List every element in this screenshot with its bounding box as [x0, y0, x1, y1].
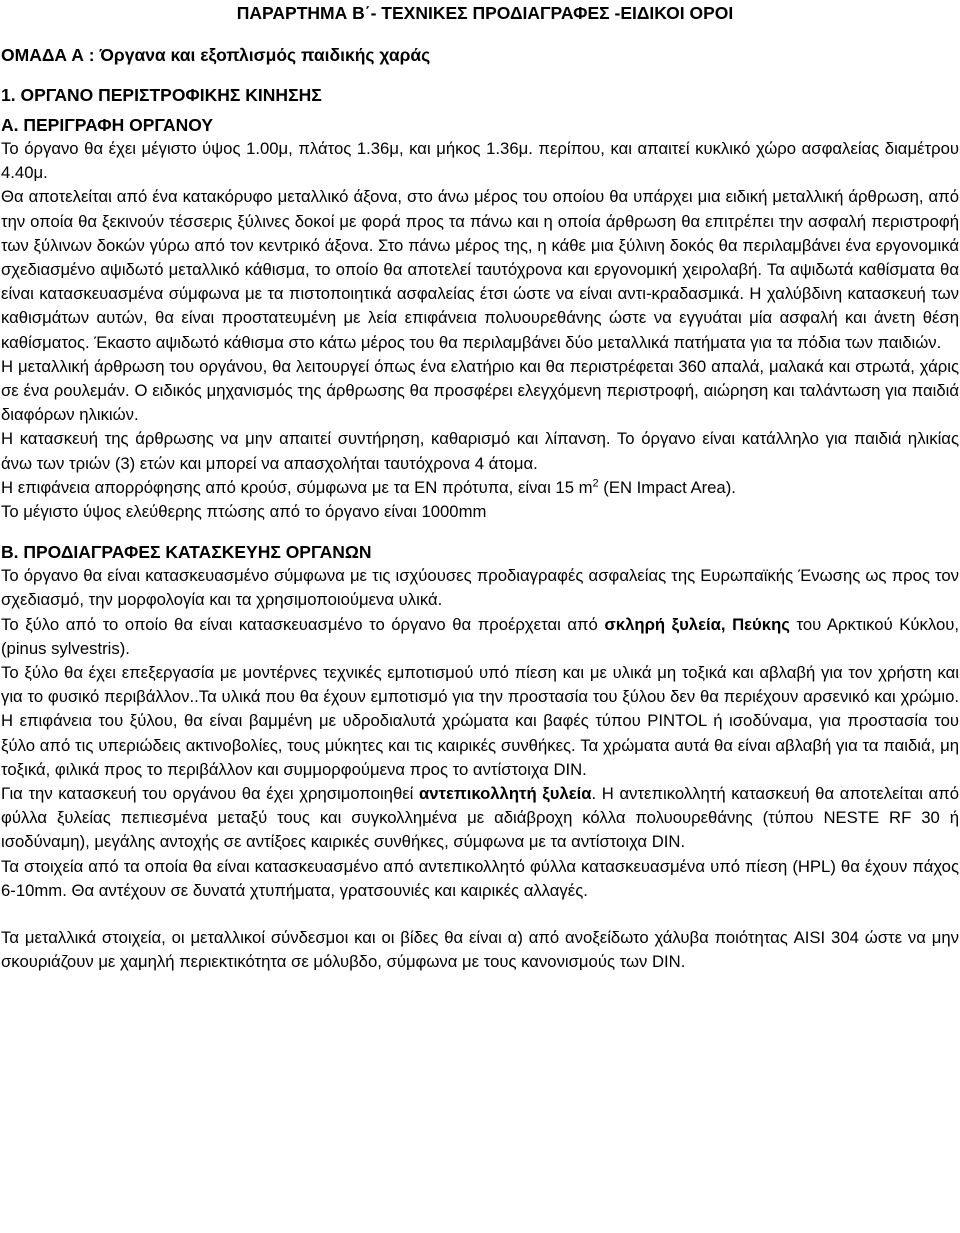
item-heading: 1. ΟΡΓΑΝΟ ΠΕΡΙΣΤΡΟΦΙΚΗΣ ΚΙΝΗΣΗΣ	[1, 85, 322, 105]
impact-area-superscript: 2	[592, 477, 599, 490]
blank-line	[1, 903, 959, 926]
plywood-paragraph	[1, 782, 959, 855]
section-a-paragraph: Η μεταλλική άρθρωση του οργάνου, θα λειτουργεί όπως ένα ελατήριο και θα περιστρέφεται 360 απαλά, μαλακά και στρωτά, χάρις σε ένα ρουλεμάν. Ο ειδικός μηχανισμός της άρθρωσης θα προσφέρει ελεγχόμενη περιστροφή, αιώρηση και ταλάντωση για παιδιά διαφόρων ηλικιών.	[1, 356, 959, 425]
wood-source-paragraph	[1, 613, 959, 661]
section-b-heading: Β. ΠΡΟΔΙΑΓΡΑΦΕΣ ΚΑΤΑΣΚΕΥΗΣ ΟΡΓΑΝΩΝ	[1, 542, 372, 563]
plywood-text: Για την κατασκευή του οργάνου θα έχει χρησιμοποιηθεί	[1, 784, 420, 804]
section-b-paragraph: Το ξύλο θα έχει επεξεργασία με μοντέρνες τεχνικές εμποτισμού υπό πίεση και με υλικά μη τοξικά και αβλαβή για τον χρήστη και για το φυσικό περιβάλλον..Τα υλικά που θα έχουν εμποτισμό για την προστασία του ξύλου δεν θα περιέχουν αρσενικό και χρώμιο. Η επιφάνεια του ξύλου, θα είναι βαμμένη με υδροδιαλυτά χρώματα και βαφές τύπου PINTOL ή ισοδύναμα, για προστασία του ξύλο από τις υπεριώδεις ακτινοβολίες, τους μύκητες και τις καιρικές συνθήκες. Τα χρώματα αυτά θα είναι αβλαβή για τα παιδιά, μη τοξικά, φιλικά προς το περιβάλλον και συμμορφούμενα προς το αντίστοιχα DIN.	[1, 663, 959, 779]
impact-area-text: Η επιφάνεια απορρόφησης από κρούσ, σύμφωνα με τα ΕΝ πρότυπα, είναι 15 m	[1, 477, 593, 497]
impact-area-paragraph	[1, 476, 959, 500]
wood-source-text: Το ξύλο από το οποίο θα είναι κατασκευασμένο το όργανο θα προέρχεται από	[1, 614, 605, 634]
section-b-paragraph: Τα μεταλλικά στοιχεία, οι μεταλλικοί σύνδεσμοι και οι βίδες θα είναι α) από ανοξείδωτο χάλυβα ποιότητας AISI 304 ώστε να μην σκουριάζουν με χαμηλή περιεκτικότητα σε μόλυβδο, σύμφωνα με τους κανονισμούς των DIN.	[1, 928, 959, 972]
section-a-heading: Α. ΠΕΡΙΓΡΑΦΗ ΟΡΓΑΝΟΥ	[1, 115, 214, 135]
impact-area-text-end: (EN Impact Area).	[598, 477, 736, 497]
group-heading: ΟΜΑΔΑ Α : Όργανα και εξοπλισμός παιδικής χαράς	[1, 45, 431, 65]
section-a-paragraph: Το μέγιστο ύψος ελεύθερης πτώσης από το όργανο είναι 1000mm	[1, 502, 487, 522]
section-a-paragraph: Η κατασκευή της άρθρωσης να μην απαιτεί συντήρηση, καθαρισμό και λίπανση. Το όργανο είναι κατάλληλο για παιδιά ηλικίας άνω των τριών (3) ετών και μπορεί να απασχολήται ταυτόχρονα 4 άτομα.	[1, 429, 959, 473]
section-b-paragraph: Τα στοιχεία από τα οποία θα είναι κατασκευασμένο από αντεπικολλητό φύλλα κατασκευασμένα υπό πίεση (HPL) θα έχουν πάχος 6-10mm. Θα αντέχουν σε δυνατά χτυπήματα, γρατσουνιές και καιρικές αλλαγές.	[1, 856, 959, 900]
section-a-paragraph: Το όργανο θα έχει μέγιστο ύψος 1.00μ, πλάτος 1.36μ, και μήκος 1.36μ. περίπου, και απαιτεί κυκλικό χώρο ασφαλείας διαμέτρου 4.40μ.	[1, 139, 959, 183]
section-b-paragraph: Το όργανο θα είναι κατασκευασμένο σύμφωνα με τις ισχύουσες προδιαγραφές ασφαλείας της Ευρωπαϊκής Ένωσης ως προς τον σχεδιασμό, την μορφολογία και τα χρησιμοποιούμενα υλικά.	[1, 566, 959, 610]
wood-type-bold: σκληρή ξυλεία, Πεύκης	[604, 614, 790, 634]
plywood-text-end: . Η αντεπικολλητή κατασκευή θα αποτελείται από φύλλα ξυλείας πεπιεσμένα μεταξύ τους και συγκολλημένα με αδιάβροχη κόλλα πολυουρεθάνης (τύπου NESTE RF 30 ή ισοδύναμη), μεγάλης αντοχής σε αντίξοες καιρικές συνθήκες, σύμφωνα με τα αντίστοιχα DIN.	[1, 784, 959, 852]
section-a-paragraph: Θα αποτελείται από ένα κατακόρυφο μεταλλικό άξονα, στο άνω μέρος του οποίου θα υπάρχει μια ειδική μεταλλική άρθρωση, από την οποία θα ξεκινούν τέσσερις ξύλινες δοκοί με φορά προς τα πάνω και η οποία άρθρωση θα επιτρέπει την ασφαλή περιστροφή των ξύλινων δοκών γύρω από τον κεντρικό άξονα. Στο πάνω μέρος της, η κάθε μια ξύλινη δοκός θα περιλαμβάνει ένα εργονομικά σχεδιασμένο αψιδωτό μεταλλικό κάθισμα, το οποίο θα αποτελεί ταυτόχρονα και εργονομική χειρολαβή. Τα αψιδωτά καθίσματα θα είναι κατασκευασμένα σύμφωνα με τα πιστοποιητικά ασφαλείας έτσι ώστε να είναι αντι-κραδασμικά. Η χαλύβδινη κατασκευή των καθισμάτων αυτών, θα είναι προστατευμένη με λεία επιφάνεια πολυουρεθάνης ώστε να εγγυάται μία ασφαλή και άνετη θέση καθίσματος. Έκαστο αψιδωτό κάθισμα στο κάτω μέρος του θα περιλαμβάνει δύο μεταλλικά πατήματα για τα πόδια των παιδιών.	[1, 187, 959, 352]
wood-source-text-end: του Αρκτικού Κύκλου, (pinus sylvestris).	[1, 614, 959, 658]
plywood-bold: αντεπικολλητή ξυλεία	[419, 784, 592, 804]
document-title: ΠΑΡΑΡΤΗΜΑ Β΄- ΤΕΧΝΙΚΕΣ ΠΡΟΔΙΑΓΡΑΦΕΣ -ΕΙΔΙΚΟΙ ΟΡΟΙ	[236, 3, 734, 23]
